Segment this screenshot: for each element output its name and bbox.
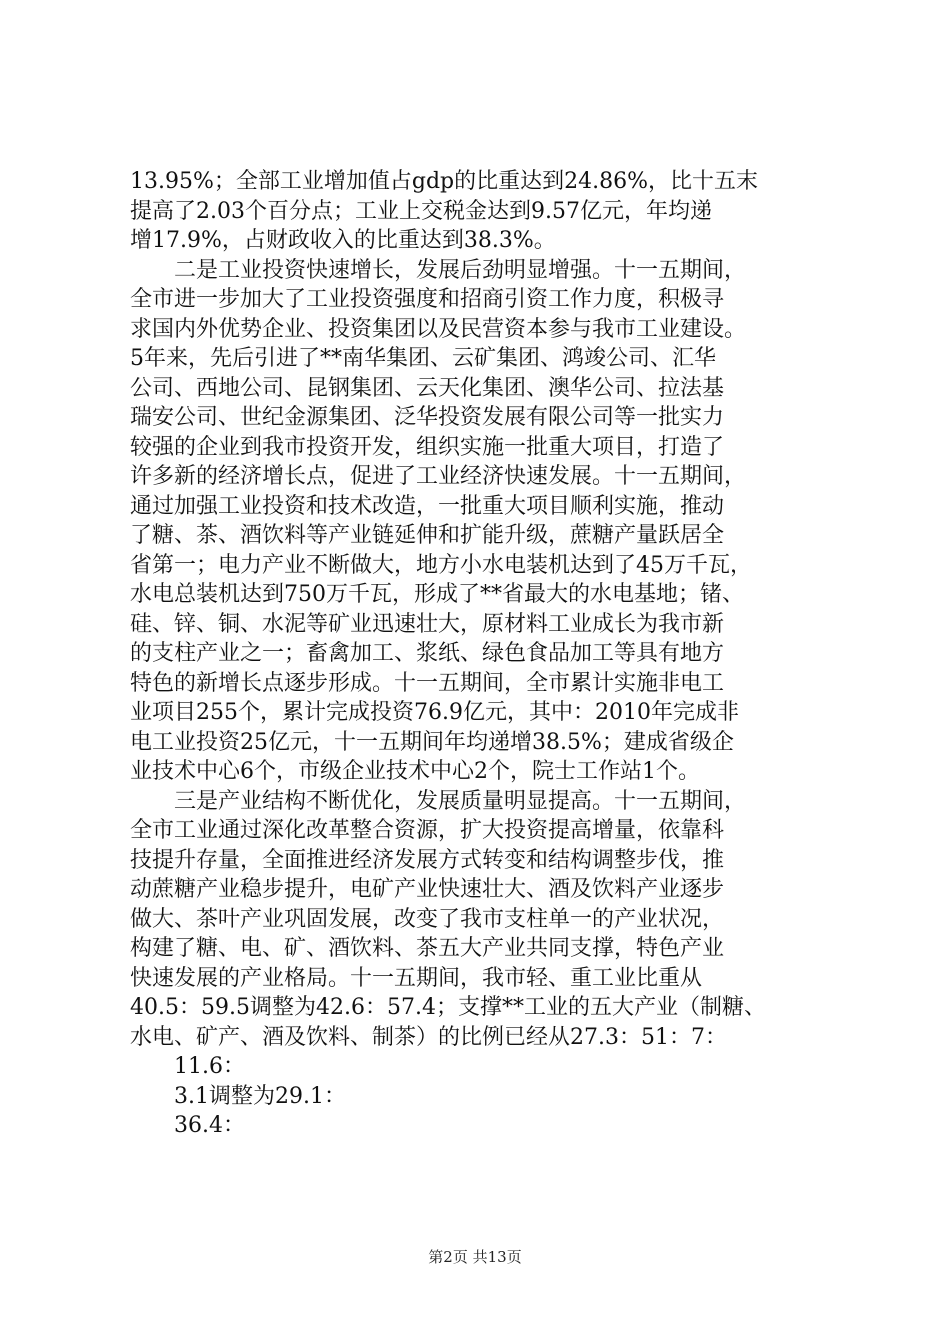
text-line: 构建了糖、电、矿、酒饮料、茶五大产业共同支撑，特色产业 — [130, 936, 725, 961]
text-line: 快速发展的产业格局。十一五期间，我市轻、重工业比重从 — [130, 965, 703, 991]
text-line: 电工业投资25亿元，十一五期间年均递增38.5%；建成省级企 — [130, 729, 734, 755]
text-line: 瑞安公司、世纪金源集团、泛华投资发展有限公司等一批实力 — [130, 405, 725, 430]
text-line: 40.5：59.5调整为42.6：57.4；支撑**工业的五大产业（制糖、 — [130, 995, 766, 1020]
text-line: 增17.9%，占财政收入的比重达到38.3%。 — [130, 228, 556, 253]
text-line: 特色的新增长点逐步形成。十一五期间，全市累计实施非电工 — [130, 670, 725, 696]
text-line: 11.6： — [130, 1054, 245, 1079]
text-line: 提高了2.03个百分点；工业上交税金达到9.57亿元，年均递 — [130, 198, 712, 224]
text-line: 全市进一步加大了工业投资强度和招商引资工作力度，积极寻 — [130, 287, 725, 312]
text-line: 的支柱产业之一；畜禽加工、浆纸、绿色食品加工等具有地方 — [130, 641, 725, 666]
text-line: 5年来，先后引进了**南华集团、云矿集团、鸿竣公司、汇华 — [130, 346, 716, 371]
text-line: 水电总装机达到750万千瓦，形成了**省最大的水电基地；锗、 — [130, 582, 744, 607]
text-line: 业技术中心6个，市级企业技术中心2个，院士工作站1个。 — [130, 759, 700, 784]
text-line: 三是产业结构不断优化，发展质量明显提高。十一五期间， — [130, 788, 747, 814]
text-line: 做大、茶叶产业巩固发展，改变了我市支柱单一的产业状况， — [130, 906, 725, 932]
text-line: 省第一；电力产业不断做大，地方小水电装机达到了45万千瓦， — [130, 552, 752, 578]
text-line: 13.95%；全部工业增加值占gdp的比重达到24.86%，比十五末 — [130, 169, 759, 194]
text-line: 3.1调整为29.1： — [130, 1083, 346, 1109]
text-line: 二是工业投资快速增长，发展后劲明显增强。十一五期间， — [130, 257, 747, 283]
text-line: 技提升存量，全面推进经济发展方式转变和结构调整步伐，推 — [130, 847, 725, 873]
text-line: 动蔗糖产业稳步提升，电矿产业快速壮大、酒及饮料产业逐步 — [130, 877, 725, 902]
text-line: 许多新的经济增长点，促进了工业经济快速发展。十一五期间， — [130, 464, 747, 489]
text-line: 硅、锌、铜、水泥等矿业迅速壮大，原材料工业成长为我市新 — [130, 611, 725, 637]
text-line: 公司、西地公司、昆钢集团、云天化集团、澳华公司、拉法基 — [130, 375, 725, 401]
text-line: 全市工业通过深化改革整合资源，扩大投资提高增量，依靠科 — [130, 818, 725, 843]
text-line: 求国内外优势企业、投资集团以及民营资本参与我市工业建设。 — [130, 316, 747, 342]
text-line: 水电、矿产、酒及饮料、制茶）的比例已经从27.3：51：7： — [130, 1024, 727, 1050]
text-line: 通过加强工业投资和技术改造，一批重大项目顺利实施，推动 — [130, 493, 725, 519]
text-line: 业项目255个，累计完成投资76.9亿元，其中：2010年完成非 — [130, 700, 739, 725]
text-line: 较强的企业到我市投资开发，组织实施一批重大项目，打造了 — [130, 434, 725, 460]
body-text — [130, 167, 830, 1141]
text-line: 了糖、茶、酒饮料等产业链延伸和扩能升级，蔗糖产量跃居全 — [130, 523, 725, 548]
page-number-footer: 第2页 共13页 — [428, 1248, 522, 1266]
text-line: 36.4： — [130, 1113, 245, 1138]
